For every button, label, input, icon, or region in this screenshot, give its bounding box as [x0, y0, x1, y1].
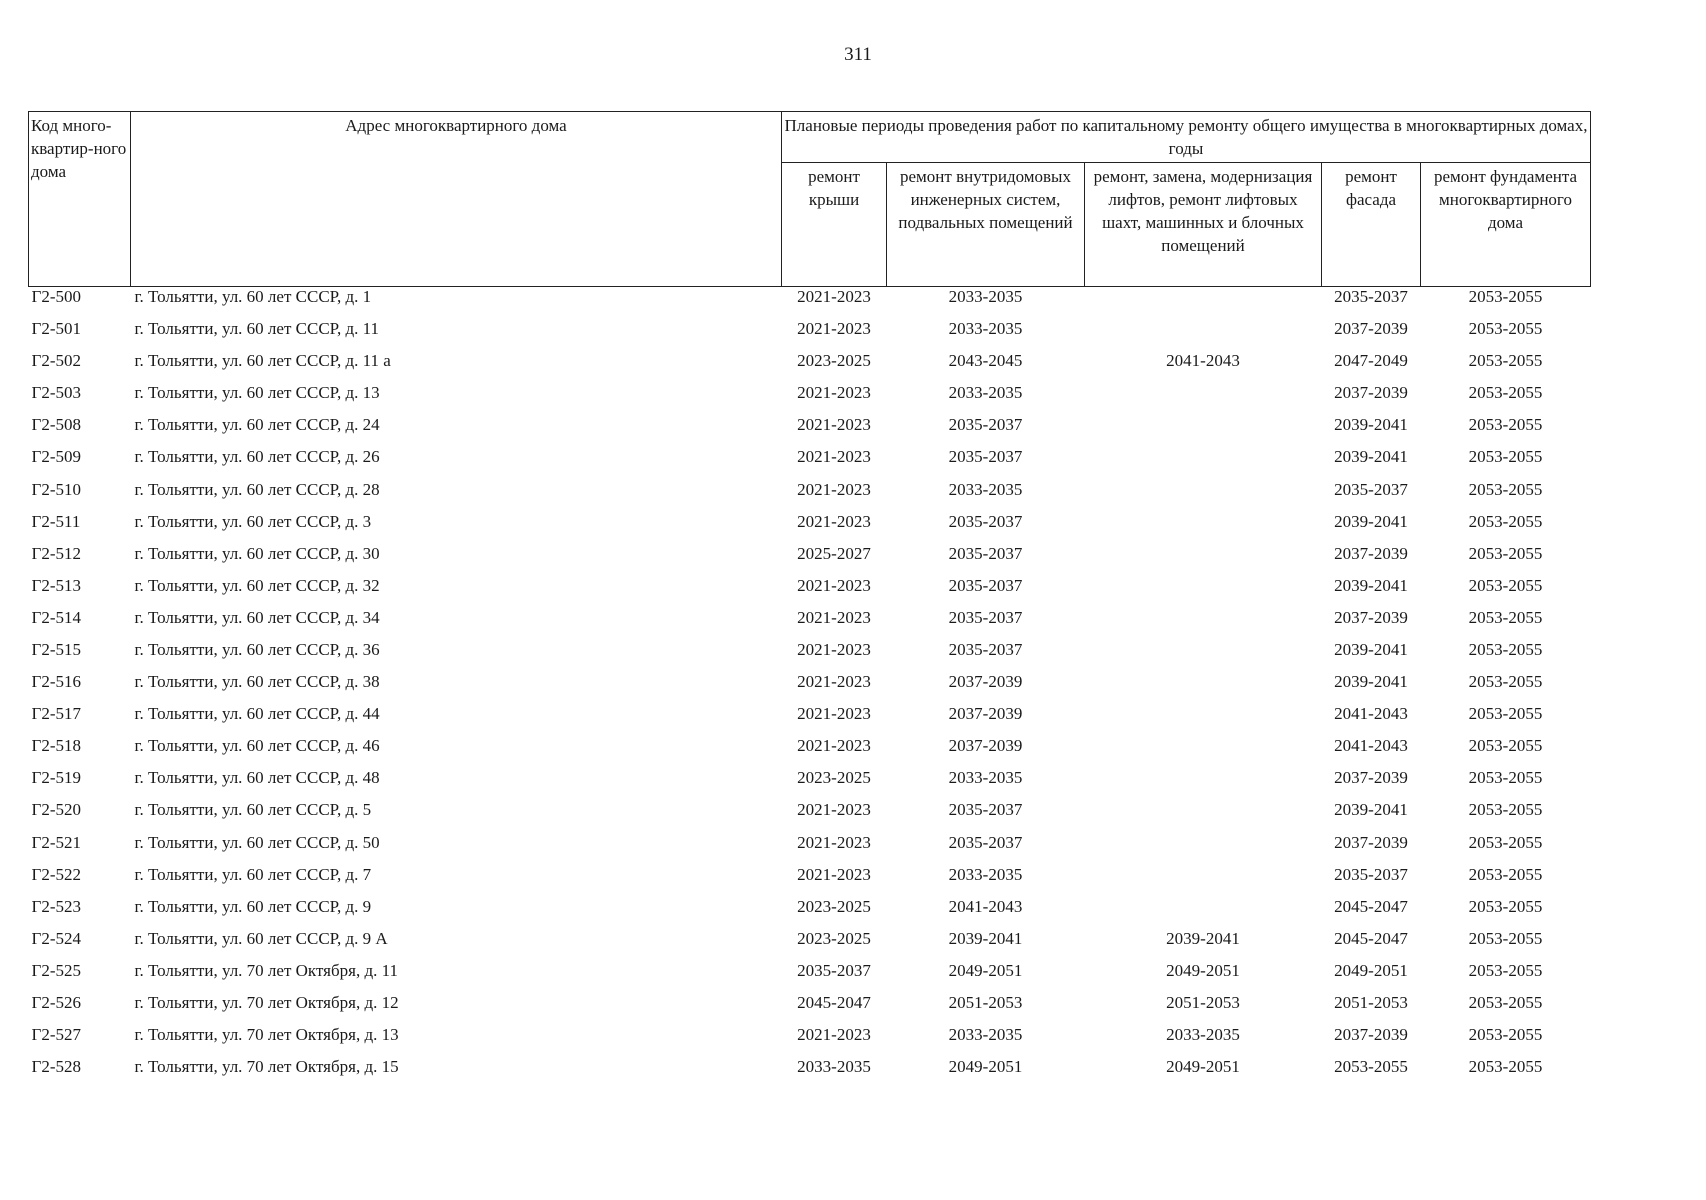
cell-address: г. Тольятти, ул. 70 лет Октября, д. 15: [134, 1057, 399, 1077]
cell-facade: 2037-2039: [1334, 1025, 1408, 1045]
table-row: [29, 287, 1591, 314]
cell-roof: 2021-2023: [797, 864, 871, 884]
cell-elevators: 2049-2051: [1166, 1057, 1240, 1077]
cell-code: Г2-525: [31, 960, 81, 980]
cell-code: Г2-527: [31, 1025, 81, 1045]
cell-roof: 2021-2023: [797, 639, 871, 659]
cell-foundation: 2053-2055: [1468, 1057, 1543, 1077]
cell-engineering: 2033-2035: [948, 479, 1023, 499]
cell-code: Г2-509: [31, 447, 81, 467]
cell-code: Г2-503: [31, 383, 81, 403]
table-row: [29, 955, 1591, 987]
cell-foundation: 2053-2055: [1468, 607, 1543, 627]
cell-code: Г2-514: [31, 607, 81, 627]
cell-elevators: 2033-2035: [1166, 1025, 1240, 1045]
table-row: [29, 859, 1591, 891]
cell-engineering: 2033-2035: [948, 1025, 1023, 1045]
cell-address: г. Тольятти, ул. 60 лет СССР, д. 9: [134, 896, 372, 916]
cell-engineering: 2037-2039: [948, 672, 1023, 692]
cell-address: г. Тольятти, ул. 60 лет СССР, д. 11 а: [134, 351, 391, 371]
cell-engineering: 2037-2039: [948, 704, 1023, 724]
table-row: [29, 794, 1591, 826]
cell-roof: 2021-2023: [797, 383, 871, 403]
cell-roof: 2021-2023: [797, 832, 871, 852]
cell-elevators: [1085, 377, 1322, 409]
cell-facade: 2037-2039: [1334, 319, 1408, 339]
header-elevators: ремонт, замена, модернизация лифтов, ремонт лифтовых шахт, машинных и блочных помещений: [1085, 163, 1322, 287]
cell-elevators: [1085, 409, 1322, 441]
cell-code: Г2-516: [31, 672, 81, 692]
cell-facade: 2035-2037: [1334, 864, 1408, 884]
cell-roof: 2023-2025: [797, 928, 871, 948]
cell-engineering: 2035-2037: [948, 832, 1023, 852]
cell-elevators: [1085, 666, 1322, 698]
cell-engineering: 2035-2037: [948, 639, 1023, 659]
cell-engineering: 2035-2037: [948, 607, 1023, 627]
cell-address: г. Тольятти, ул. 60 лет СССР, д. 13: [134, 383, 380, 403]
cell-foundation: 2053-2055: [1468, 800, 1543, 820]
cell-elevators: [1085, 859, 1322, 891]
table-row: [29, 441, 1591, 473]
cell-facade: 2037-2039: [1334, 543, 1408, 563]
cell-facade: 2045-2047: [1334, 896, 1408, 916]
cell-address: г. Тольятти, ул. 60 лет СССР, д. 48: [134, 768, 380, 788]
cell-facade: 2045-2047: [1334, 928, 1408, 948]
cell-roof: 2035-2037: [797, 960, 871, 980]
cell-engineering: 2049-2051: [948, 960, 1023, 980]
cell-address: г. Тольятти, ул. 60 лет СССР, д. 3: [134, 511, 372, 531]
cell-foundation: 2053-2055: [1468, 575, 1543, 595]
cell-facade: 2053-2055: [1334, 1057, 1408, 1077]
cell-roof: 2021-2023: [797, 800, 871, 820]
cell-engineering: 2037-2039: [948, 736, 1023, 756]
cell-engineering: 2041-2043: [948, 896, 1023, 916]
table-body: [29, 287, 1591, 1084]
cell-facade: 2051-2053: [1334, 993, 1408, 1013]
cell-address: г. Тольятти, ул. 60 лет СССР, д. 7: [134, 864, 372, 884]
cell-code: Г2-521: [31, 832, 81, 852]
table-row: [29, 345, 1591, 377]
table-row: [29, 634, 1591, 666]
table-row: [29, 1051, 1591, 1083]
cell-foundation: 2053-2055: [1468, 543, 1543, 563]
cell-foundation: 2053-2055: [1468, 768, 1543, 788]
cell-address: г. Тольятти, ул. 60 лет СССР, д. 44: [134, 704, 380, 724]
cell-address: г. Тольятти, ул. 60 лет СССР, д. 30: [134, 543, 380, 563]
cell-code: Г2-500: [31, 287, 81, 306]
cell-code: Г2-512: [31, 543, 81, 563]
cell-elevators: [1085, 506, 1322, 538]
cell-foundation: 2053-2055: [1468, 832, 1543, 852]
cell-elevators: [1085, 538, 1322, 570]
cell-engineering: 2033-2035: [948, 768, 1023, 788]
cell-elevators: [1085, 441, 1322, 473]
cell-code: Г2-508: [31, 415, 81, 435]
cell-foundation: 2053-2055: [1468, 928, 1543, 948]
table-row: [29, 506, 1591, 538]
cell-elevators: 2049-2051: [1166, 960, 1240, 980]
table-row: [29, 570, 1591, 602]
cell-address: г. Тольятти, ул. 60 лет СССР, д. 36: [134, 639, 380, 659]
cell-address: г. Тольятти, ул. 60 лет СССР, д. 32: [134, 575, 380, 595]
cell-engineering: 2035-2037: [948, 415, 1023, 435]
cell-code: Г2-515: [31, 639, 81, 659]
cell-elevators: [1085, 570, 1322, 602]
cell-foundation: 2053-2055: [1468, 511, 1543, 531]
cell-code: Г2-522: [31, 864, 81, 884]
table-row: [29, 762, 1591, 794]
cell-code: Г2-511: [31, 511, 81, 531]
header-address: Адрес многоквартирного дома: [131, 112, 782, 287]
cell-roof: 2023-2025: [797, 768, 871, 788]
cell-code: Г2-502: [31, 351, 81, 371]
header-facade: ремонт фасада: [1322, 163, 1421, 287]
cell-code: Г2-517: [31, 704, 81, 724]
cell-elevators: [1085, 313, 1322, 345]
cell-address: г. Тольятти, ул. 70 лет Октября, д. 11: [134, 960, 398, 980]
cell-code: Г2-526: [31, 993, 81, 1013]
cell-elevators: [1085, 473, 1322, 505]
cell-roof: 2021-2023: [797, 319, 871, 339]
cell-engineering: 2049-2051: [948, 1057, 1023, 1077]
cell-address: г. Тольятти, ул. 60 лет СССР, д. 46: [134, 736, 380, 756]
repair-schedule-table: [28, 111, 1591, 1083]
cell-engineering: 2035-2037: [948, 575, 1023, 595]
cell-facade: 2037-2039: [1334, 832, 1408, 852]
cell-address: г. Тольятти, ул. 60 лет СССР, д. 28: [134, 479, 380, 499]
cell-facade: 2047-2049: [1334, 351, 1408, 371]
cell-engineering: 2033-2035: [948, 383, 1023, 403]
cell-facade: 2037-2039: [1334, 768, 1408, 788]
cell-foundation: 2053-2055: [1468, 672, 1543, 692]
table-row: [29, 987, 1591, 1019]
cell-roof: 2021-2023: [797, 575, 871, 595]
table-row: [29, 473, 1591, 505]
cell-roof: 2021-2023: [797, 1025, 871, 1045]
cell-roof: 2025-2027: [797, 543, 871, 563]
header-planned-periods: Плановые периоды проведения работ по капитальному ремонту общего имущества в многоквартирных домах, годы: [782, 112, 1591, 163]
cell-facade: 2037-2039: [1334, 383, 1408, 403]
cell-address: г. Тольятти, ул. 70 лет Октября, д. 12: [134, 993, 399, 1013]
cell-foundation: 2053-2055: [1468, 1025, 1543, 1045]
cell-address: г. Тольятти, ул. 70 лет Октября, д. 13: [134, 1025, 399, 1045]
cell-roof: 2021-2023: [797, 736, 871, 756]
cell-address: г. Тольятти, ул. 60 лет СССР, д. 1: [134, 287, 372, 306]
cell-foundation: 2053-2055: [1468, 415, 1543, 435]
table-row: [29, 891, 1591, 923]
cell-facade: 2041-2043: [1334, 736, 1408, 756]
cell-address: г. Тольятти, ул. 60 лет СССР, д. 26: [134, 447, 380, 467]
cell-foundation: 2053-2055: [1468, 287, 1543, 306]
cell-engineering: 2033-2035: [948, 287, 1023, 306]
cell-code: Г2-528: [31, 1057, 81, 1077]
cell-foundation: 2053-2055: [1468, 993, 1543, 1013]
table-row: [29, 313, 1591, 345]
cell-facade: 2039-2041: [1334, 672, 1408, 692]
cell-address: г. Тольятти, ул. 60 лет СССР, д. 11: [134, 319, 380, 339]
cell-roof: 2021-2023: [797, 479, 871, 499]
cell-address: г. Тольятти, ул. 60 лет СССР, д. 5: [134, 800, 372, 820]
cell-facade: 2035-2037: [1334, 479, 1408, 499]
header-roof: ремонт крыши: [782, 163, 887, 287]
header-engineering: ремонт внутридомовых инженерных систем, подвальных помещений: [887, 163, 1085, 287]
cell-code: Г2-523: [31, 896, 81, 916]
cell-address: г. Тольятти, ул. 60 лет СССР, д. 38: [134, 672, 380, 692]
cell-roof: 2021-2023: [797, 287, 871, 306]
cell-facade: 2041-2043: [1334, 704, 1408, 724]
cell-code: Г2-501: [31, 319, 81, 339]
cell-address: г. Тольятти, ул. 60 лет СССР, д. 9 А: [134, 928, 388, 948]
cell-roof: 2023-2025: [797, 351, 871, 371]
cell-code: Г2-518: [31, 736, 81, 756]
cell-engineering: 2035-2037: [948, 511, 1023, 531]
cell-facade: 2039-2041: [1334, 447, 1408, 467]
cell-code: Г2-513: [31, 575, 81, 595]
cell-engineering: 2033-2035: [948, 864, 1023, 884]
table-row: [29, 666, 1591, 698]
cell-facade: 2039-2041: [1334, 639, 1408, 659]
cell-foundation: 2053-2055: [1468, 479, 1543, 499]
cell-roof: 2021-2023: [797, 511, 871, 531]
cell-foundation: 2053-2055: [1468, 736, 1543, 756]
cell-engineering: 2033-2035: [948, 319, 1023, 339]
cell-roof: 2023-2025: [797, 896, 871, 916]
cell-elevators: [1085, 602, 1322, 634]
cell-elevators: [1085, 762, 1322, 794]
cell-code: Г2-520: [31, 800, 81, 820]
cell-address: г. Тольятти, ул. 60 лет СССР, д. 50: [134, 832, 380, 852]
table-row: [29, 409, 1591, 441]
table-row: [29, 377, 1591, 409]
cell-elevators: [1085, 698, 1322, 730]
cell-foundation: 2053-2055: [1468, 896, 1543, 916]
table-row: [29, 730, 1591, 762]
cell-code: Г2-524: [31, 928, 81, 948]
cell-code: Г2-510: [31, 479, 81, 499]
cell-foundation: 2053-2055: [1468, 864, 1543, 884]
cell-roof: 2021-2023: [797, 607, 871, 627]
cell-roof: 2021-2023: [797, 415, 871, 435]
cell-elevators: 2039-2041: [1166, 928, 1240, 948]
cell-roof: 2045-2047: [797, 993, 871, 1013]
header-foundation: ремонт фундамента многоквартирного дома: [1421, 163, 1591, 287]
cell-roof: 2033-2035: [797, 1057, 871, 1077]
cell-engineering: 2039-2041: [948, 928, 1023, 948]
cell-code: Г2-519: [31, 768, 81, 788]
cell-foundation: 2053-2055: [1468, 960, 1543, 980]
cell-elevators: [1085, 634, 1322, 666]
cell-foundation: 2053-2055: [1468, 351, 1543, 371]
cell-elevators: [1085, 891, 1322, 923]
cell-elevators: 2041-2043: [1166, 351, 1240, 371]
cell-facade: 2049-2051: [1334, 960, 1408, 980]
cell-engineering: 2051-2053: [948, 993, 1023, 1013]
cell-elevators: [1085, 794, 1322, 826]
cell-elevators: 2051-2053: [1166, 993, 1240, 1013]
cell-foundation: 2053-2055: [1468, 319, 1543, 339]
table-row: [29, 602, 1591, 634]
cell-foundation: 2053-2055: [1468, 447, 1543, 467]
table-row: [29, 923, 1591, 955]
cell-elevators: [1085, 827, 1322, 859]
cell-facade: 2035-2037: [1334, 287, 1408, 306]
cell-facade: 2039-2041: [1334, 575, 1408, 595]
cell-address: г. Тольятти, ул. 60 лет СССР, д. 24: [134, 415, 380, 435]
table-row: [29, 827, 1591, 859]
cell-elevators: [1085, 287, 1322, 314]
cell-roof: 2021-2023: [797, 447, 871, 467]
cell-engineering: 2035-2037: [948, 800, 1023, 820]
table-row: [29, 698, 1591, 730]
cell-roof: 2021-2023: [797, 704, 871, 724]
cell-roof: 2021-2023: [797, 672, 871, 692]
cell-facade: 2039-2041: [1334, 511, 1408, 531]
cell-facade: 2039-2041: [1334, 415, 1408, 435]
cell-address: г. Тольятти, ул. 60 лет СССР, д. 34: [134, 607, 380, 627]
cell-engineering: 2035-2037: [948, 447, 1023, 467]
header-code: Код много-квартир-ного дома: [29, 112, 131, 287]
cell-engineering: 2043-2045: [948, 351, 1023, 371]
page-number: 311: [844, 44, 872, 65]
table-row: [29, 538, 1591, 570]
cell-foundation: 2053-2055: [1468, 639, 1543, 659]
table-row: [29, 1019, 1591, 1051]
cell-foundation: 2053-2055: [1468, 383, 1543, 403]
cell-elevators: [1085, 730, 1322, 762]
cell-foundation: 2053-2055: [1468, 704, 1543, 724]
cell-engineering: 2035-2037: [948, 543, 1023, 563]
cell-facade: 2037-2039: [1334, 607, 1408, 627]
cell-facade: 2039-2041: [1334, 800, 1408, 820]
